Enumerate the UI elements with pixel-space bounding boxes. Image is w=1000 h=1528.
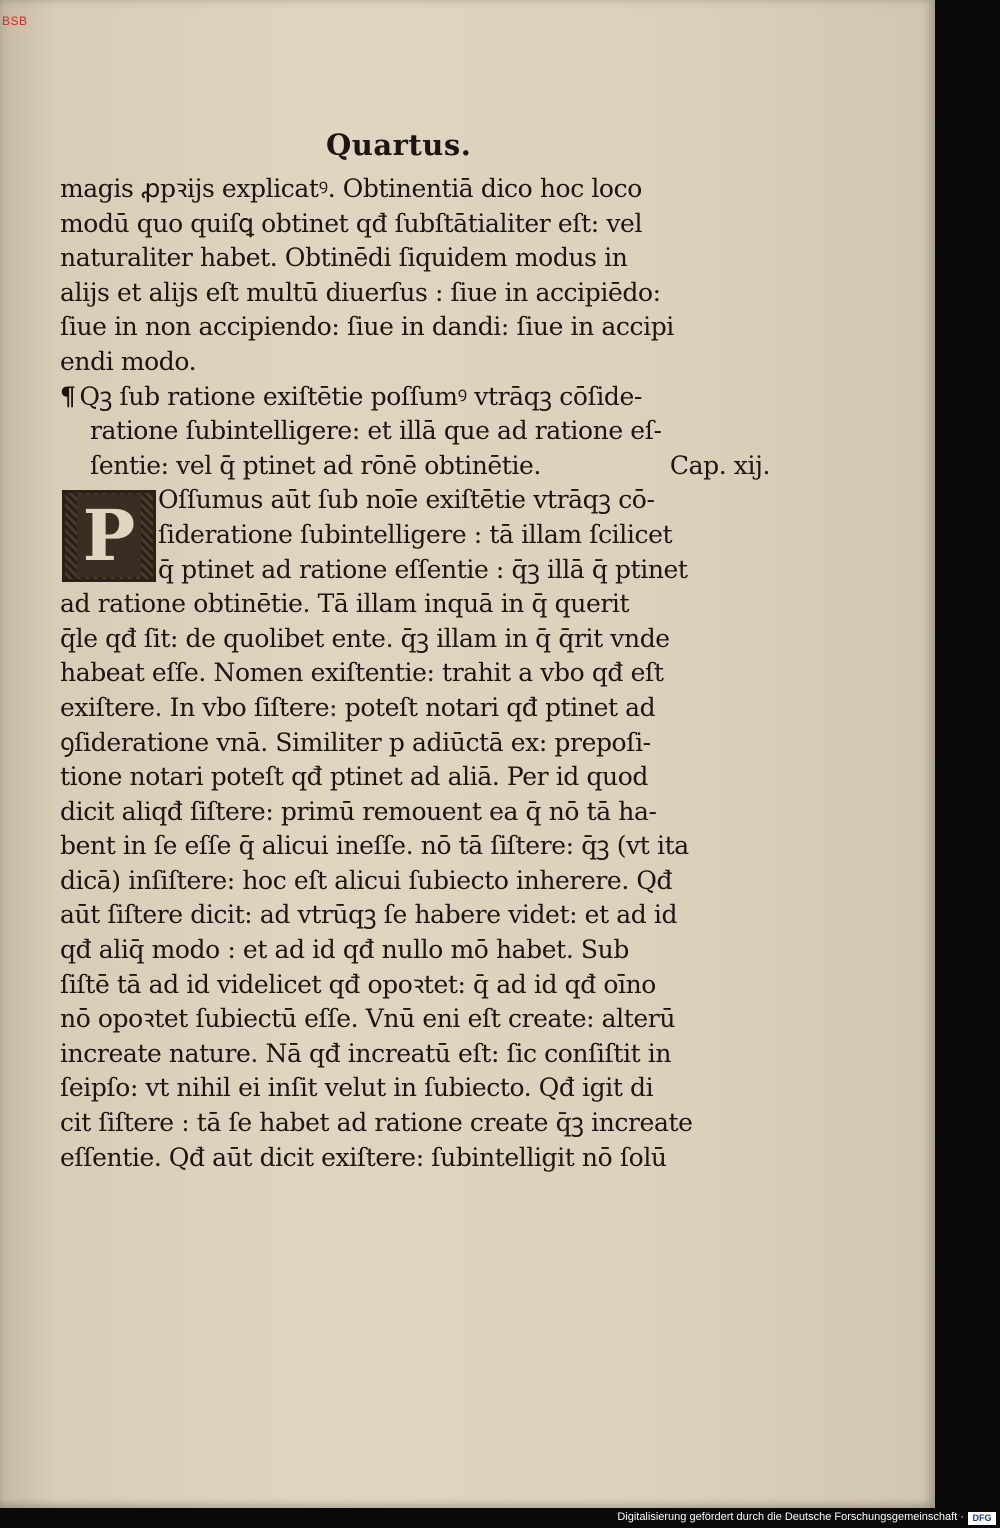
text-line: tione notari poteſt qđ ptinet ad aliā. Per id quod [60, 762, 649, 792]
text-line: aūt ſiſtere dicit: ad vtrūqꝫ ſe habere videt: et ad id [60, 900, 678, 930]
text-line: alijs et alijs eſt multū diuerſus : ſiue in accipiēdo: [60, 277, 661, 307]
text-line: increate nature. Nā qđ increatū eſt: ſic conſiſtit in [60, 1038, 672, 1068]
text-line: Oſſumus aūt ſub noīe exiſtētie vtrāqꝫ cō- [158, 485, 655, 515]
text-line: qđ aliq̄ modo : et ad id qđ nullo mō habet. Sub [60, 935, 629, 965]
text-line: exiſtere. In vbo ſiſtere: poteſt notari qđ ptinet ad [60, 692, 656, 722]
text-line: magis ꝓpꝛijs explicatꝰ. Obtinentiā dico hoc loco [60, 174, 642, 203]
funding-credit: Digitalisierung gefördert durch die Deutsche Forschungsgemeinschaft · [617, 1511, 964, 1523]
text-line: ſiſtē tā ad id videlicet qđ opoꝛtet: q̄ ad id qđ oīno [60, 969, 656, 999]
library-mark: BSB [2, 14, 28, 28]
text-line: ꝯſideratione vnā. Similiter p adiūctā ex: prepoſi- [60, 727, 651, 757]
text-line: dicit aliqđ ſiſtere: primū remouent ea q̄ nō tā ha- [60, 796, 657, 826]
chapter-number: Cap. xij. [669, 450, 770, 480]
text-line: habeat eſſe. Nomen exiſtentie: trahit a vbo qđ eſt [60, 658, 664, 688]
text-line: dicā) inſiſtere: hoc eſt alicui ſubiecto inherere. Qđ [60, 865, 673, 895]
text-block [60, 172, 770, 1175]
text-line: modū quo quiſꝗ obtinet qđ ſubſtātialiter eſt: vel [60, 208, 643, 238]
text-line: eſſentie. Qđ aūt dicit exiſtere: ſubintelligit nō ſolū [60, 1142, 667, 1172]
decorated-initial: P [62, 490, 156, 582]
chapter-heading-line: ¶ Qꝫ ſub ratione exiſtētie poſſumꝰ vtrāqꝫ cōſide- [60, 381, 642, 411]
text-line: q̄le qđ ſit: de quolibet ente. q̄ꝫ illam in q̄ q̄rit vnde [60, 623, 670, 653]
text-line: q̄ ptinet ad ratione eſſentie : q̄ꝫ illā q̄ ptinet [158, 554, 688, 584]
text-line: ad ratione obtinētie. Tā illam inquā in q̄ querit [60, 589, 630, 619]
text-line: naturaliter habet. Obtinēdi ſiquidem modus in [60, 243, 628, 273]
text-line: bent in ſe eſſe q̄ alicui ineſſe. nō tā ſiſtere: q̄ꝫ (vt ita [60, 831, 689, 861]
text-line: ſeipſo: vt nihil ei inſit velut in ſubiecto. Qđ igit di [60, 1073, 654, 1103]
text-line: endi modo. [60, 346, 197, 376]
chapter-heading-line: ſentie: vel q̄ ptinet ad rōnē obtinētie. Cap. xij. [60, 449, 770, 484]
running-head: Quartus. [326, 128, 472, 162]
chapter-heading-line: ratione ſubintelligere: et illā que ad ratione eſ- [90, 416, 662, 446]
pilcrow-mark: ¶ [60, 381, 76, 411]
text-line: cit ſiſtere : tā ſe habet ad ratione create q̄ꝫ increate [60, 1108, 693, 1138]
dfg-logo: DFG [968, 1512, 996, 1525]
text-line: ſideratione ſubintelligere : tā illam ſcilicet [158, 519, 673, 549]
text-line: ſiue in non accipiendo: ſiue in dandi: ſiue in accipi [60, 312, 674, 342]
text-line: nō opoꝛtet ſubiectū eſſe. Vnū eni eſt create: alterū [60, 1004, 676, 1034]
